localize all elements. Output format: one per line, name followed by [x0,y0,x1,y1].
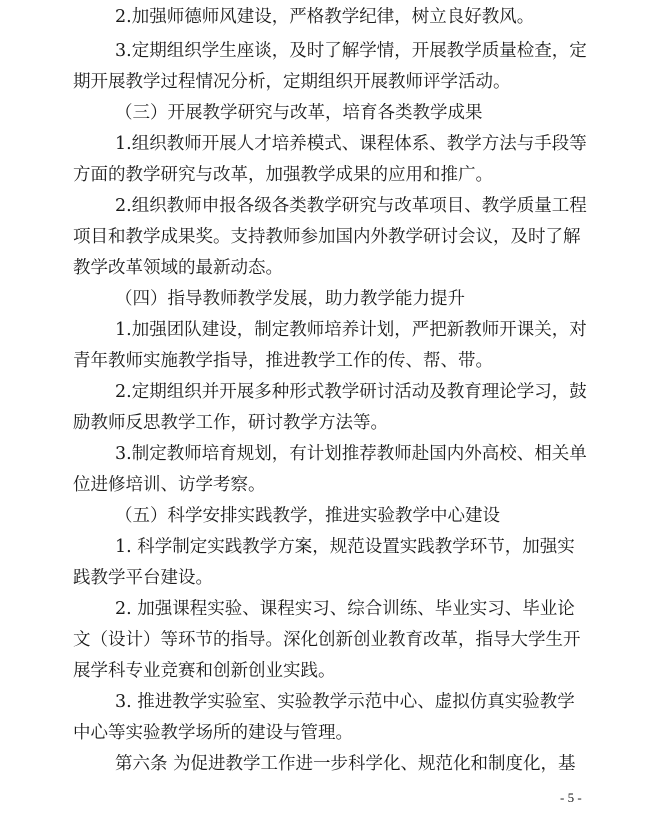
text-line: 青年教师实施教学指导，推进教学工作的传、帮、带。 [73,351,493,371]
text-line: 2.加强师德师风建设，严格教学纪律，树立良好教风。 [115,7,535,27]
text-line: 方面的教学研究与改革，加强教学成果的应用和推广。 [73,165,493,185]
text-line: 中心等实验教学场所的建设与管理。 [73,723,353,743]
text-line: 2. 加强课程实验、课程实习、综合训练、毕业实习、毕业论 [115,599,575,619]
text-line: 3.定期组织学生座谈，及时了解学情，开展教学质量检查，定 [115,41,587,61]
text-line: 1. 科学制定实践教学方案，规范设置实践教学环节，加强实 [115,537,575,557]
text-line: 期开展教学过程情况分析，定期组织开展教师评学活动。 [73,72,511,92]
text-line: 2.定期组织并开展多种形式教学研讨活动及教育理论学习，鼓 [115,382,587,402]
text-line: 践教学平台建设。 [73,568,213,588]
section-heading: （三）开展教学研究与改革，培育各类教学成果 [115,103,483,123]
page-number: - 5 - [560,790,582,805]
text-line: 教学改革领域的最新动态。 [73,258,283,278]
text-line: 励教师反思教学工作，研讨教学方法等。 [73,413,388,433]
text-line: 展学科专业竞赛和创新创业实践。 [73,661,336,681]
text-line: 1.加强团队建设，制定教师培养计划，严把新教师开课关，对 [115,320,587,340]
text-line: 项目和教学成果奖。支持教师参加国内外教学研讨会议，及时了解 [73,227,581,247]
text-line: 3.制定教师培育规划，有计划推荐教师赴国内外高校、相关单 [115,444,587,464]
text-line: 3. 推进教学实验室、实验教学示范中心、虚拟仿真实验教学 [115,692,575,712]
article-line: 第六条 为促进教学工作进一步科学化、规范化和制度化，基 [115,754,576,774]
text-line: 2.组织教师申报各级各类教学研究与改革项目、教学质量工程 [115,196,587,216]
text-line: 文（设计）等环节的指导。深化创新创业教育改革，指导大学生开 [73,630,581,650]
section-heading: （五）科学安排实践教学，推进实验教学中心建设 [115,506,500,526]
text-line: 1.组织教师开展人才培养模式、课程体系、教学方法与手段等 [115,134,587,154]
section-heading: （四）指导教师教学发展，助力教学能力提升 [115,289,465,309]
text-line: 位进修培训、访学考察。 [73,475,266,495]
